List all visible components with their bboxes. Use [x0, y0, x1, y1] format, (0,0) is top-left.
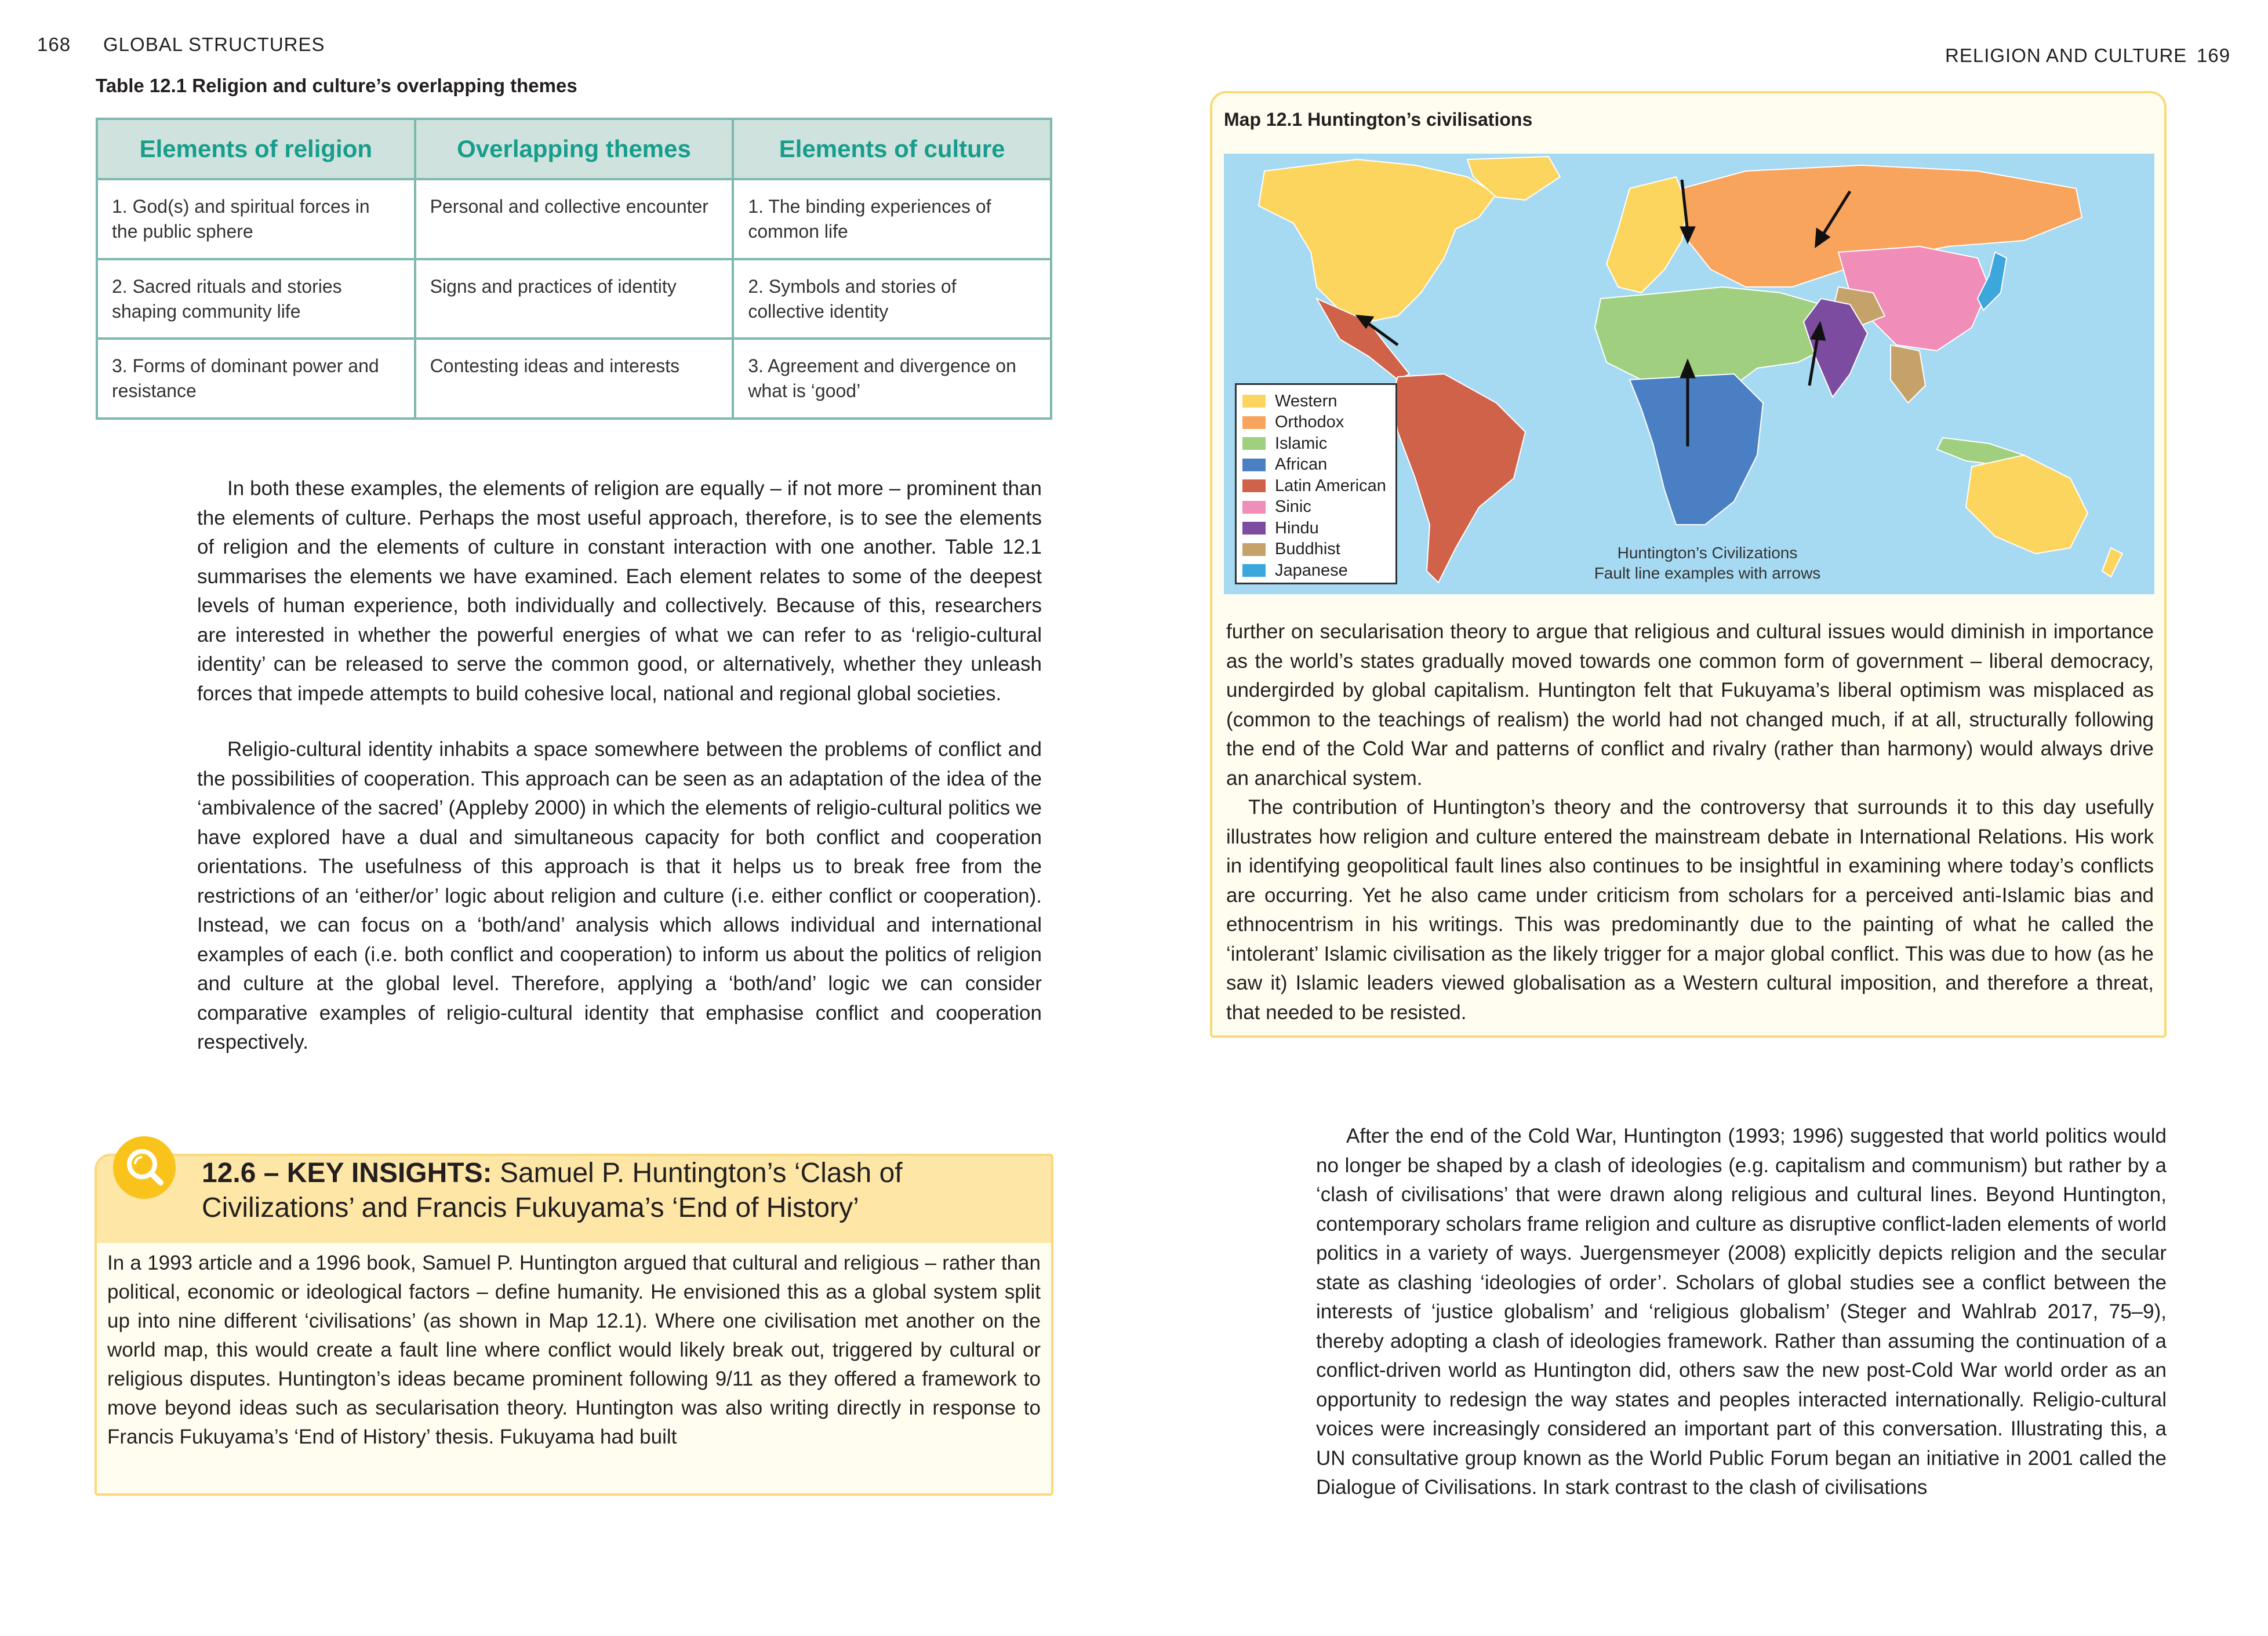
left-page-number: 168 [37, 34, 71, 55]
legend-label: Islamic [1275, 434, 1328, 453]
islamic-region [1595, 287, 1833, 386]
legend-label: Hindu [1275, 518, 1319, 537]
legend-swatch-western [1242, 395, 1266, 408]
map-note-line: Huntington’s Civilizations [1617, 544, 1798, 562]
new-zealand-region [2102, 548, 2122, 577]
legend-item [1242, 539, 1395, 561]
legend-label: Japanese [1275, 561, 1348, 580]
legend-swatch-hindu [1242, 522, 1266, 535]
legend-item [1242, 518, 1395, 539]
box-paragraph: The contribution of Huntington’s theory and the controversy that surrounds it to this day usefully illustrates how religion and culture entered the mainstream debate in International Relations. His work in identifying geopolitical fault lines also continues to be insightful in examining where today’s conflicts are occurring. Yet he also came under criticism from scholars for a perceived anti-Islamic bias and ethnocentrism in his writings. This was predominantly due to the painting of what he called the ‘intolerant’ Islamic civilisation as the likely trigger for a major global conflict. This was due to how (as he saw it) Islamic leaders viewed globalisation as a Western cultural imposition, and therefore a threat, that needed to be resisted. [1226, 796, 2154, 1024]
box-paragraph: further on secularisation theory to argue that religious and cultural issues would diminish in importance as the world’s states gradually moved towards one common form of government – liberal democracy, undergirded by global capitalism. Huntington felt that Fukuyama’s liberal optimism was misplaced as (common to the teachings of realism) the world had not changed much, if at all, structurally following the end of the Cold War and patterns of conflict and rivalry (rather than harmony) would always drive an anarchical system. [1226, 620, 2154, 790]
legend-swatch-orthodox [1242, 416, 1266, 429]
map-note-line: Fault line examples with arrows [1594, 564, 1821, 582]
key-insights-heading: Samuel P. Huntington’s ‘Clash of Civilizations’ and Francis Fukuyama’s ‘End of History’ [202, 1158, 903, 1223]
right-running-head: RELIGION AND CULTURE [1945, 45, 2187, 66]
table-header-row [97, 119, 1051, 179]
europe-west-region [1606, 177, 1688, 293]
table-cell: Personal and collective encounter [415, 179, 733, 259]
map-caption: Map 12.1 Huntington’s civilisations [1224, 109, 1533, 130]
left-running-head: GLOBAL STRUCTURES [103, 34, 325, 55]
table-cell: 2. Sacred rituals and stories shaping community life [97, 259, 415, 339]
legend-swatch-japanese [1242, 564, 1266, 577]
africa-region [1630, 374, 1763, 525]
australia-region [1966, 455, 2088, 554]
table-caption: Table 12.1 Religion and culture’s overlapping themes [96, 75, 577, 96]
key-insights-label: 12.6 – KEY INSIGHTS: [202, 1158, 492, 1188]
legend-swatch-islamic [1242, 437, 1266, 450]
legend-swatch-latin-american [1242, 479, 1266, 492]
legend-item [1242, 475, 1395, 497]
table-cell: Signs and practices of identity [415, 259, 733, 339]
legend-swatch-buddhist [1242, 543, 1266, 556]
right-page-number: 169 [2197, 45, 2231, 66]
legend-swatch-african [1242, 459, 1266, 471]
legend-item [1242, 412, 1395, 434]
box-continuation [1226, 617, 2154, 1027]
legend-label: African [1275, 455, 1328, 474]
table-cell: 1. The binding experiences of common life [733, 179, 1051, 259]
legend-item [1242, 497, 1395, 518]
body-paragraph: Religio-cultural identity inhabits a space somewhere between the problems of conflict and the possibilities of cooperation. This approach can be seen as an adaptation of the idea of the ‘ambivalence of the sacred’ (Appleby 2000) in which the elements of religio-cultural politics we have explored have a dual and simultaneous capacity for both conflict and cooperation orientations. The usefulness of this approach is that it helps us to break free from the restrictions of an ‘either/or’ logic about religion and culture (i.e. either conflict or cooperation). Instead, we can focus on a ‘both/and’ analysis which allows individual and international examples of each (i.e. both conflict and cooperation) to inform us about the politics of religion and culture at the global level. Therefore, applying a ‘both/and’ logic we can consider comparative examples of religio-cultural identity that emphasise conflict and cooperation respectively. [197, 738, 1042, 1053]
legend-swatch-sinic [1242, 501, 1266, 514]
table-cell: 2. Symbols and stories of collective identity [733, 259, 1051, 339]
north-america-region [1259, 159, 1496, 322]
table-cell: 1. God(s) and spiritual forces in the public sphere [97, 179, 415, 259]
key-insights-title [202, 1156, 1048, 1226]
legend-item [1242, 455, 1395, 476]
body-paragraph: After the end of the Cold War, Huntington (1993; 1996) suggested that world politics would no longer be shaped by a clash of ideologies (e.g. capitalism and communism) but rather by a ‘clash of civilisations’ that were drawn along religious and cultural lines. Beyond Huntington, contemporary scholars frame religion and culture as disruptive conflict-laden elements of world politics in a variety of ways. Juergensmeyer (2008) explicitly depicts religion and the secular state as clashing ‘ideologies of order’. Scholars of global studies see a conflict between the interests of ‘justice globalism’ and ‘religious globalism’ (Steger and Wahlrab 2017, 75–9), thereby adopting a clash of ideologies framework. Rather than assuming the continuation of a conflict-driven world as Huntington did, others saw the new post-Cold War world order as an opportunity to redesign the way states and peoples interacted internationally. Religio-cultural voices were increasingly considered an important part of this conversation. Illustrating this, a UN consultative group known as the World Public Forum began an initiative in 2001 called the Dialogue of Civilisations. In stark contrast to the clash of civilisations [1316, 1125, 2167, 1499]
legend-label: Western [1275, 391, 1337, 410]
legend-item [1242, 391, 1395, 412]
table-row [97, 179, 1051, 259]
table-cell: 3. Forms of dominant power and resistance [97, 339, 415, 419]
legend-item [1242, 433, 1395, 455]
south-america-region [1392, 374, 1525, 583]
legend-label: Sinic [1275, 497, 1311, 517]
table-row [97, 259, 1051, 339]
body-paragraph: In both these examples, the elements of religion are equally – if not more – prominent than the elements of culture. Perhaps the most useful approach, therefore, is to see the elements of religion and the elements of culture in constant interaction with one another. Table 12.1 summarises the elements we have examined. Each element relates to some of the deepest levels of human experience, both individually and collectively. Because of this, researchers are interested in whether the powerful energies of what we can refer to as ‘religio-cultural identity’ can be released to serve the common good, or alternatively, whether they unleash forces that impede attempts to build cohesive local, national and regional global societies. [197, 477, 1042, 705]
magnifier-icon [113, 1136, 176, 1199]
table-cell: Contesting ideas and interests [415, 339, 733, 419]
legend-label: Latin American [1275, 476, 1386, 495]
legend-label: Buddhist [1275, 540, 1340, 559]
key-insights-body: In a 1993 article and a 1996 book, Samuel P. Huntington argued that cultural and religious – rather than political, economic or ideological factors – define humanity. He envisioned this as a global system split up into nine different ‘civilisations’ (as shown in Map 12.1). Where one civilisation met another on the world map, this would create a fault line where conflict would likely break out, triggered by cultural or religious disputes. Huntington’s ideas became prominent following 9/11 as they offered a framework to move beyond ideas such as secularisation theory. Huntington was also writing directly in response to Francis Fukuyama’s ‘End of History’ thesis. Fukuyama had built [107, 1252, 1041, 1448]
themes-table [96, 118, 1052, 420]
table-header: Elements of culture [733, 119, 1051, 179]
map-legend [1235, 383, 1397, 584]
table-cell: 3. Agreement and divergence on what is ‘good’ [733, 339, 1051, 419]
map-note [1519, 543, 1896, 583]
legend-label: Orthodox [1275, 413, 1344, 432]
table-header: Overlapping themes [415, 119, 733, 179]
legend-item [1242, 560, 1395, 581]
table-row [97, 339, 1051, 419]
southeast-asia-region [1891, 345, 1925, 403]
table-header: Elements of religion [97, 119, 415, 179]
